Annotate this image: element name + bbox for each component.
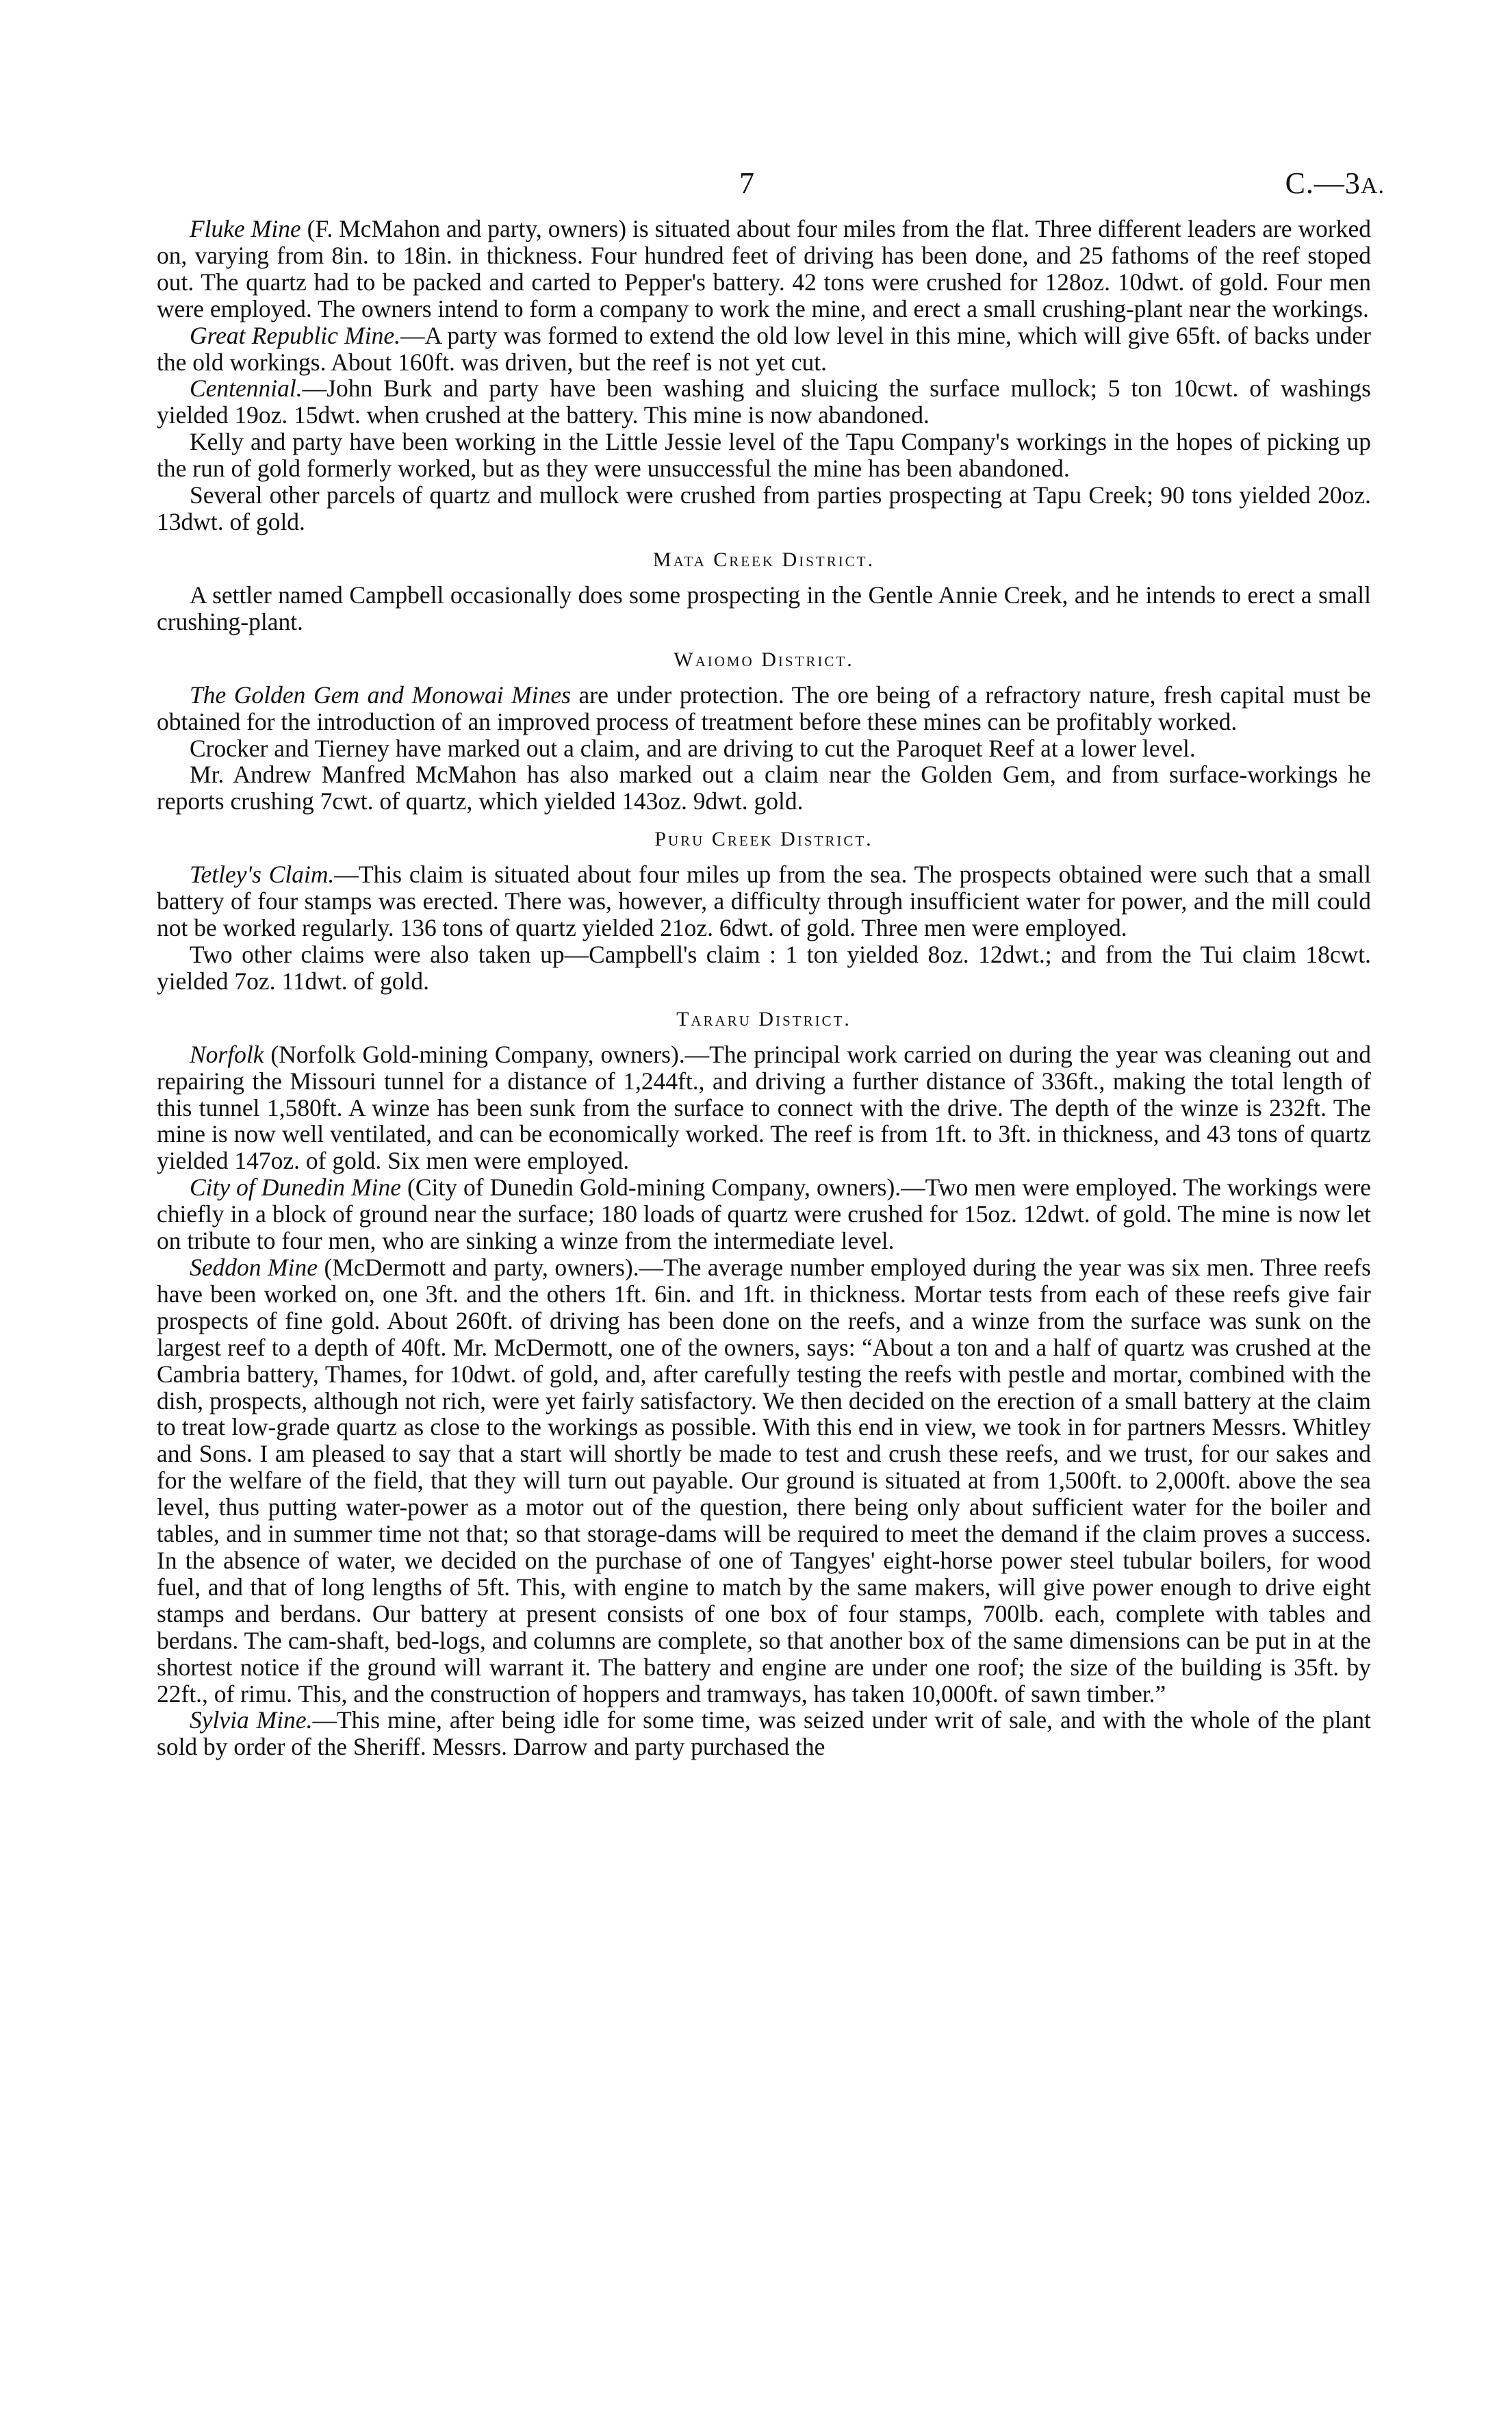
text-seddon: (McDermott and party, owners).—The average number employed during the year was six men. Three reefs have been worked on, one 3ft. and the others 1ft. 6in. and 1ft. in thickness. Mortar tests from each of these reefs give fair prospects of fine gold. About 260ft. of driving has been done on the reefs, and a winze from the surface was sunk on the largest reef to a depth of 40ft. Mr. McDermott, one of the owners, says: “About a ton and a half of quartz was crushed at the Cambria battery, Thames, for 10dwt. of gold, and, after carefully testing the reefs with pestle and mortar, combined with the dish, prospects, although not rich, were yet fairly satisfactory. We then decided on the erection of a small battery at the claim to treat low-grade quartz as close to the workings as possible. With this end in view, we took in for partners Messrs. Whitley and Sons. I am pleased to say that a start will shortly be made to test and crush these reefs, and we trust, for our sakes and for the welfare of the field, that they will turn out payable. Our ground is situated at from 1,500ft. to 2,000ft. above the sea level, thus putting water-power as a motor out of the question, there being only about sufficient water for the boiler and tables, and in summer time not that; so that storage-dams will be required to meet the demand if the claim proves a success. In the absence of water, we decided on the purchase of one of Tangyes' eight-horse power steel tubular boilers, for wood fuel, and that of long lengths of 5ft. This, with engine to match by the same makers, will give power enough to drive eight stamps and berdans. Our battery at present consists of one box of four stamps, 700lb. each, complete with tables and berdans. The cam-shaft, bed-logs, and columns are complete, so that another box of the same dimensions can be put in at the shortest notice if the ground will warrant it. The battery and engine are under one roof; the size of the building is 35ft. by 22ft., of rimu. This, and the construction of hoppers and tramways, has taken 10,000ft. of sawn timber.” bbox=[157, 1254, 1371, 1708]
paragraph-mcmahon: Mr. Andrew Manfred McMahon has also marked out a claim near the Golden Gem, and from surface-workings he reports crushing 7cwt. of quartz, which yielded 143oz. 9dwt. gold. bbox=[157, 761, 1371, 815]
text-sylvia: —This mine, after being idle for some time, was seized under writ of sale, and with the whole of the plant sold by order of the Sheriff. Messrs. Darrow and party purchased the bbox=[157, 1706, 1372, 1761]
paragraph-seddon bbox=[157, 1254, 1371, 1707]
page-number: 7 bbox=[739, 166, 754, 200]
lead-seddon: Seddon Mine bbox=[190, 1254, 318, 1281]
paragraph-crocker: Crocker and Tierney have marked out a claim, and are driving to cut the Paroquet Reef at a lower level. bbox=[190, 734, 1196, 762]
lead-centennial: Centennial. bbox=[190, 375, 303, 403]
paragraph-sylvia bbox=[157, 1707, 1371, 1760]
paragraph-kelly: Kelly and party have been working in the Little Jessie level of the Tapu Company's workings in the hopes of picking up the run of gold formerly worked, but as they were unsuccessful the mine has been abandoned. bbox=[157, 428, 1371, 483]
heading-tararu: Tararu District. bbox=[676, 1007, 851, 1030]
text-fluke-mine: (F. McMahon and party, owners) is situated about four miles from the flat. Three different leaders are worked on, varying from 8in. to 18in. in thickness. Four hundred feet of driving has been done, and 25 fathoms of the reef stoped out. The quartz had to be packed and carted to Pepper's battery. 42 tons were crushed for 128oz. 10dwt. of gold. Four men were employed. The owners intend to form a company to work the mine, and erect a small crushing-plant near the workings. bbox=[157, 215, 1371, 322]
paragraph-city-of-dunedin bbox=[157, 1174, 1371, 1254]
paragraph-several-parcels: Several other parcels of quartz and mullock were crushed from parties prospecting at Tapu Creek; 90 tons yielded 20oz. 13dwt. of gold. bbox=[157, 481, 1371, 535]
lead-tetley: Tetley's Claim. bbox=[190, 861, 335, 889]
lead-golden-gem: The Golden Gem and Monowai Mines bbox=[190, 681, 571, 709]
paragraph-tetley bbox=[157, 861, 1371, 941]
paragraph-golden-gem bbox=[157, 682, 1371, 735]
page-header bbox=[0, 163, 1512, 204]
text-city-of-dunedin: (City of Dunedin Gold-mining Company, owners).—Two men were employed. The workings were chiefly in a block of ground near the surface; 180 loads of quartz were crushed for 15oz. 12dwt. of gold. The mine is now let on tribute to four men, who are sinking a winze from the intermediate level. bbox=[157, 1174, 1371, 1255]
paragraph-two-other-claims: Two other claims were also taken up—Campbell's claim : 1 ton yielded 8oz. 12dwt.; and from the Tui claim 18cwt. yielded 7oz. 11dwt. of gold. bbox=[157, 940, 1371, 995]
lead-city-of-dunedin: City of Dunedin Mine bbox=[190, 1174, 402, 1202]
text-norfolk: (Norfolk Gold-mining Company, owners).—The principal work carried on during the year was cleaning out and repairing the Missouri tunnel for a distance of 1,244ft., and driving a further distance of 336ft., making the total length of this tunnel 1,580ft. A winze has been sunk from the surface to connect with the drive. The depth of the winze is 232ft. The mine is now well ventilated, and can be economically worked. The reef is from 1ft. to 3ft. in thickness, and 43 tons of quartz yielded 147oz. of gold. Six men were employed. bbox=[157, 1040, 1371, 1175]
series-sub: A. bbox=[1360, 173, 1385, 199]
lead-fluke-mine: Fluke Mine bbox=[190, 215, 301, 242]
page-body bbox=[157, 216, 1371, 1760]
lead-norfolk: Norfolk bbox=[190, 1040, 264, 1068]
series-main: C.—3 bbox=[1285, 166, 1361, 200]
series-code bbox=[1285, 163, 1385, 207]
text-tetley: —This claim is situated about four miles up from the sea. The prospects obtained were such that a small battery of four stamps was erected. There was, however, a difficulty through insufficient water for power, and the mill could not be worked regularly. 136 tons of quartz yielded 21oz. 6dwt. of gold. Three men were employed. bbox=[157, 861, 1371, 942]
heading-mata-creek: Mata Creek District. bbox=[652, 548, 875, 571]
lead-great-republic: Great Republic Mine. bbox=[190, 321, 400, 349]
text-great-republic: —A party was formed to extend the old low level in this mine, which will give 65ft. of backs under the old workings. About 160ft. was driven, but the reef is not yet cut. bbox=[157, 321, 1371, 376]
paragraph-centennial bbox=[157, 375, 1371, 429]
heading-waiomo: Waiomo District. bbox=[674, 648, 854, 671]
paragraph-fluke-mine bbox=[157, 216, 1371, 322]
paragraph-norfolk bbox=[157, 1041, 1371, 1175]
text-centennial: —John Burk and party have been washing and sluicing the surface mullock; 5 ton 10cwt. of washings yielded 19oz. 15dwt. when crushed at the battery. This mine is now abandoned. bbox=[157, 375, 1371, 429]
paragraph-great-republic bbox=[157, 322, 1371, 376]
text-golden-gem: are under protection. The ore being of a refractory nature, fresh capital must be obtained for the introduction of an improved process of treatment before these mines can be profitably worked. bbox=[157, 681, 1371, 735]
lead-sylvia: Sylvia Mine. bbox=[190, 1706, 313, 1734]
paragraph-campbell: A settler named Campbell occasionally does some prospecting in the Gentle Annie Creek, and he intends to erect a small crushing-plant. bbox=[157, 581, 1371, 635]
heading-puru-creek: Puru Creek District. bbox=[654, 828, 873, 851]
